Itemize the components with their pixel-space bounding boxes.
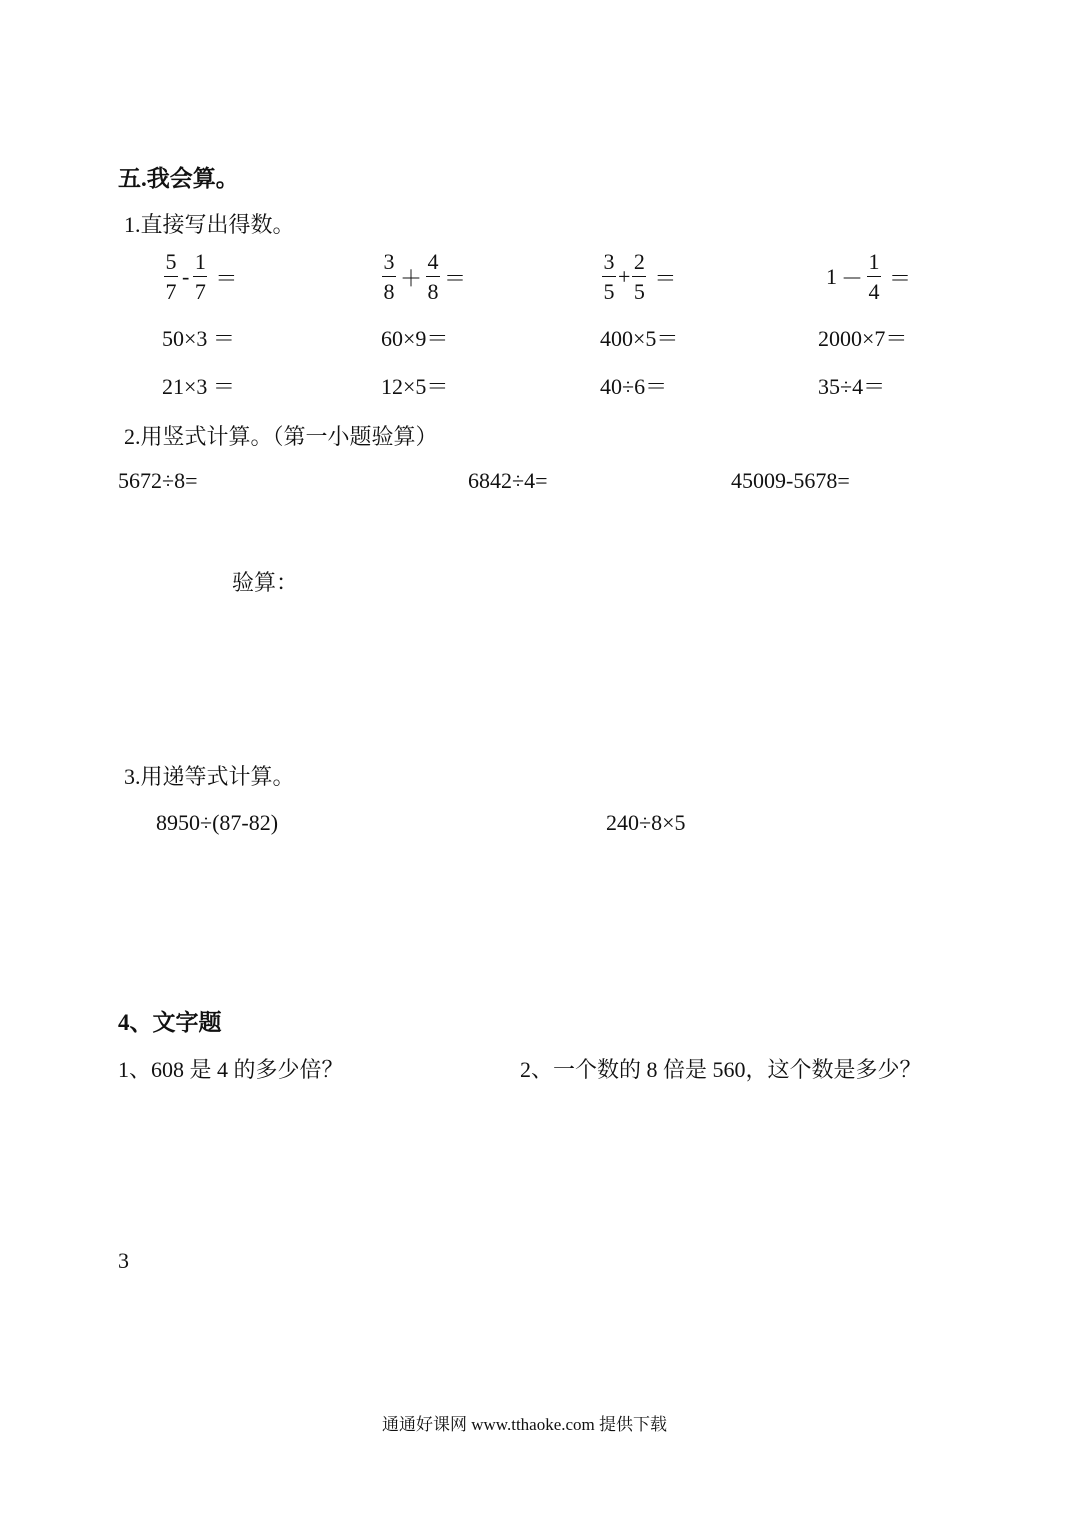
denominator: 8 [427, 279, 439, 304]
fraction [602, 250, 616, 304]
fraction-expression-1 [162, 250, 239, 304]
calc-item: 50×3 ＝ [162, 326, 235, 351]
fraction [867, 250, 881, 304]
operator: + [618, 264, 631, 289]
numerator: 1 [868, 249, 880, 274]
calc-item: 35÷4＝ [818, 374, 886, 399]
calc-item: 400×5＝ [600, 326, 679, 351]
denominator: 7 [194, 279, 206, 304]
vertical-calc-problem: 5672÷8= [118, 468, 198, 493]
numerator: 2 [633, 249, 645, 274]
fraction-expression-4 [824, 250, 913, 304]
vertical-calc-problem: 45009-5678= [731, 468, 850, 493]
operator: - [182, 264, 190, 289]
denominator: 8 [383, 279, 395, 304]
fraction [164, 250, 178, 304]
word-problems-title: 4、文字题 [118, 1010, 222, 1035]
numerator: 3 [603, 249, 615, 274]
fraction [632, 250, 646, 304]
part1-title: 1.直接写出得数。 [124, 212, 295, 237]
calc-item: 12×5＝ [381, 374, 449, 399]
section-title: 五.我会算。 [118, 166, 239, 191]
fraction-expression-2 [380, 250, 468, 304]
numerator: 3 [383, 249, 395, 274]
equals-sign: ＝ [654, 265, 677, 291]
denominator: 5 [603, 279, 615, 304]
fraction [193, 250, 207, 304]
calc-item: 21×3 ＝ [162, 374, 235, 399]
whole-number: 1 [826, 264, 837, 289]
fraction [426, 250, 440, 304]
part3-title: 3.用递等式计算。 [124, 764, 295, 789]
operator: ＋ [400, 265, 423, 291]
part2-title: 2.用竖式计算。（第一小题验算） [124, 424, 438, 449]
denominator: 4 [868, 279, 880, 304]
vertical-calc-problem: 6842÷4= [468, 468, 548, 493]
stepwise-problem: 8950÷(87-82) [156, 810, 279, 835]
check-label: 验算： [232, 570, 299, 595]
calc-item: 40÷6＝ [600, 374, 668, 399]
fraction-expression-3 [600, 250, 678, 304]
word-problem: 1、608 是 4 的多少倍？ [118, 1057, 344, 1082]
numerator: 1 [194, 249, 206, 274]
denominator: 5 [633, 279, 645, 304]
numerator: 4 [427, 249, 439, 274]
denominator: 7 [165, 279, 177, 304]
numerator: 5 [165, 249, 177, 274]
calc-item: 2000×7＝ [818, 326, 908, 351]
equals-sign: ＝ [889, 265, 912, 291]
stepwise-problem: 240÷8×5 [606, 810, 686, 835]
calc-item: 60×9＝ [381, 326, 449, 351]
page-number: 3 [118, 1248, 129, 1273]
operator: － [841, 265, 864, 291]
equals-sign: ＝ [215, 265, 238, 291]
fraction [382, 250, 396, 304]
footer-text: 通通好课网 www.tthaoke.com 提供下载 [382, 1415, 668, 1434]
word-problem: 2、一个数的 8 倍是 560，这个数是多少？ [520, 1057, 922, 1082]
equals-sign: ＝ [444, 265, 467, 291]
